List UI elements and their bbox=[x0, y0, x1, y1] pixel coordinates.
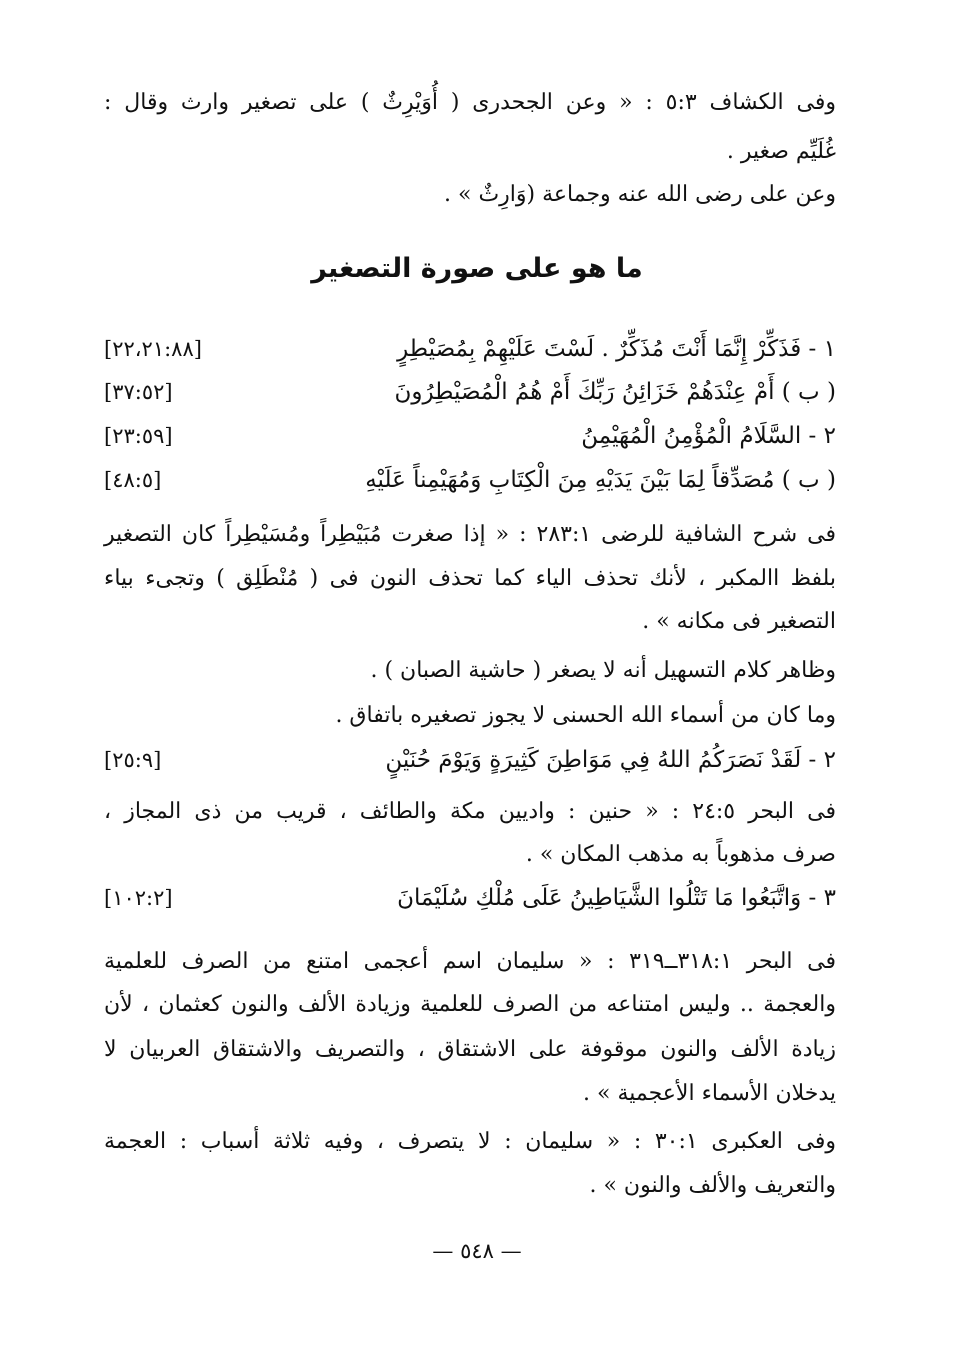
verse-reference: [٢٥:٩] bbox=[104, 748, 162, 772]
asma-line: وما كان من أسماء الله الحسنى لا يجوز تصغيره باتفاق . bbox=[335, 703, 836, 728]
verse-reference: [٢٣:٥٩] bbox=[104, 424, 173, 448]
bahr-sulaiman-line-2: والعجمة .. وليس امتناعه من الصرف للعلمية وزيادة الألف والنون كعثمان ، لأن bbox=[104, 992, 836, 1017]
verse-reference: [٢٢،٢١:٨٨] bbox=[104, 337, 202, 361]
ukbari-line-1: وفى العكبرى ٣٠:١ : « سليمان : لا يتصرف ، وفيه ثلاثة أسباب : العجمة bbox=[104, 1129, 836, 1154]
shafiya-line-2: بلفظ االمكبر ، لأنك تحذف الياء كما تحذف النون فى ( مُنْطَلِق ) وتجىء بياء bbox=[104, 566, 836, 591]
verse-row bbox=[104, 418, 836, 454]
shafiya-line-3: التصغير فى مكانه » . bbox=[642, 609, 836, 634]
verse-text: ١ - فَذَكِّرْ إِنَّمَا أَنْتَ مُذَكِّرٌ . لَسْتَ عَلَيْهِمْ بِمُصَيْطِرٍ bbox=[397, 336, 836, 362]
verse-text: ٢ - السَّلَامُ الْمُؤْمِنُ الْمُهَيْمِنُ bbox=[581, 423, 836, 449]
bahr-sulaiman-line-4: يدخلان الأسماء الأعجمية » . bbox=[583, 1081, 836, 1106]
verse-text: ٢ - لَقَدْ نَصَرَكُمُ اللهُ فِي مَوَاطِنَ كَثِيرَةٍ وَيَوْمَ حُنَيْنٍ bbox=[385, 747, 836, 773]
verse-reference: [١٠٢:٢] bbox=[104, 886, 173, 910]
verse-text: ( ب ) مُصَدِّقاً لِمَا بَيْنَ يَدَيْهِ مِنَ الْكِتَابِ وَمُهَيْمِناً عَلَيْهِ bbox=[365, 467, 836, 493]
verse-row bbox=[104, 742, 836, 778]
bahr-sulaiman-line-1: فى البحر ٣١٨:١ــ٣١٩ : « سليمان اسم أعجمى امتنع من الصرف للعلمية bbox=[104, 949, 836, 974]
intro-line-2: غُلَيِّم صغير . bbox=[726, 139, 836, 164]
page-number: — ٥٤٨ — bbox=[432, 1239, 522, 1263]
verse-row bbox=[104, 331, 836, 367]
bahr-hunain-line-2: صرف مذهوباً به مذهب المكان » . bbox=[525, 842, 836, 867]
intro-line-3: وعن على رضى الله عنه وجماعة (وَارِثٌ » . bbox=[444, 182, 836, 207]
bahr-hunain-line-1: فى البحر ٢٤:٥ : « حنين : واديين مكة والطائف ، قريب من ذى المجاز ، bbox=[104, 799, 836, 824]
verse-reference: [٣٧:٥٢] bbox=[104, 380, 173, 404]
verse-text: ٣ - وَاتَّبَعُوا مَا تَتْلُوا الشَّيَاطِينُ عَلَى مُلْكِ سُلَيْمَانَ bbox=[397, 885, 836, 911]
verse-reference: [٤٨:٥] bbox=[104, 468, 162, 492]
verse-row bbox=[104, 462, 836, 498]
ukbari-line-2: والتعريف والألف والنون » . bbox=[589, 1173, 836, 1198]
shafiya-line-1: فى شرح الشافية للرضى ٢٨٣:١ : « إذا صغرت مُبَيْطِراً ومُسَيْطِراً كان التصغير bbox=[104, 522, 836, 547]
verse-row bbox=[104, 374, 836, 410]
section-title: ما هو على صورة التصغير bbox=[311, 253, 643, 284]
verse-row bbox=[104, 880, 836, 916]
intro-line-1: وفى الكشاف ٥:٣ : « وعن الجحدرى ( أُوَيْرِثٌ ) على تصغير وارث وقال : bbox=[104, 90, 836, 115]
bahr-sulaiman-line-3: زيادة الألف والنون موقوفة على الاشتقاق ، والتصريف والاشتقاق العربيان لا bbox=[104, 1037, 836, 1062]
tashil-line: وظاهر كلام التسهيل أنه لا يصغر ( حاشية الصبان ) . bbox=[370, 658, 836, 683]
verse-text: ( ب ) أَمْ عِنْدَهُمْ خَزَائِنُ رَبِّكَ أَمْ هُمُ الْمُصَيْطِرُونَ bbox=[394, 379, 836, 405]
